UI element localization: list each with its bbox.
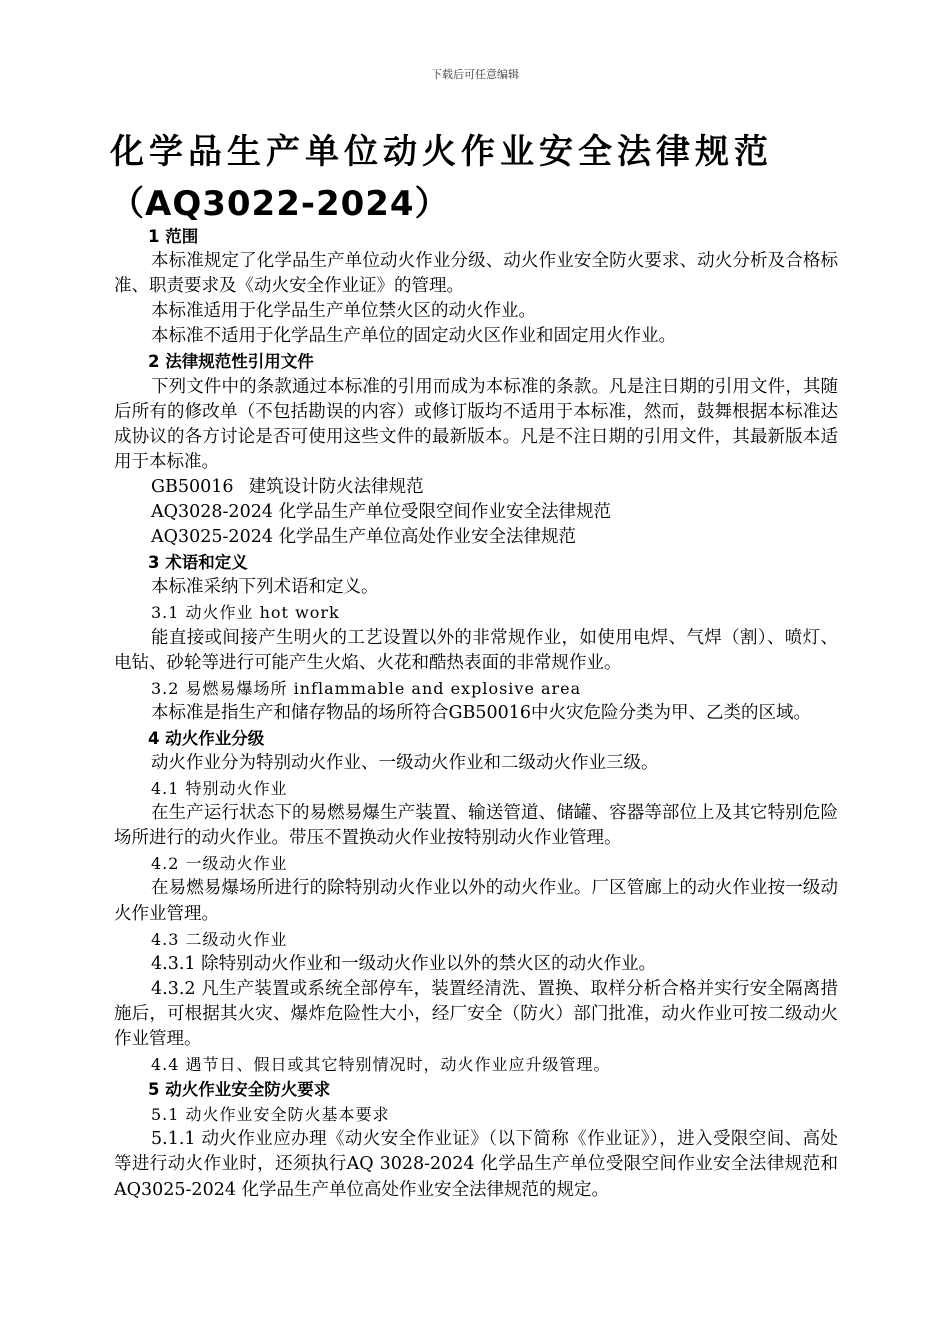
section-heading: 1 范围 [148,227,199,246]
section-heading: 5 动火作业安全防火要求 [148,1080,331,1100]
subsection-heading: 4.4 遇节日、假日或其它特别情况时，动火作业应升级管理。 [151,1055,611,1075]
paragraph: 能直接或间接产生明火的工艺设置以外的非常规作业，如使用电焊、气焊（割）、喷灯、电钻、砂轮等进行可能产生火焰、火花和酷热表面的非常规作业。 [114,627,838,673]
document-body [114,224,838,1203]
paragraph: 在生产运行状态下的易燃易爆生产装置、输送管道、储罐、容器等部位上及其它特别危险场所进行的动火作业。带压不置换动火作业按特别动火作业管理。 [114,803,838,849]
reference-code: AQ3028-2024 [151,502,273,523]
section-heading: 4 动火作业分级 [148,728,265,748]
section-heading: 2 法律规范性引用文件 [148,352,314,372]
reference-code: AQ3025-2024 [151,527,273,548]
paragraph: 5.1.1 动火作业应办理《动火安全作业证》（以下简称《作业证》），进入受限空间、高处等进行动火作业时，还须执行AQ 3028-2024 化学品生产单位受限空间作业安全法律规范和AQ3025-2024 化学品生产单位高处作业安全法律规范的规定。 [114,1129,838,1200]
reference-item [114,525,838,550]
subsection-heading: 3.2 易燃易爆场所 inflammable and explosive area [151,678,582,698]
reference-code: GB50016 [151,476,234,497]
reference-name: 建筑设计防火法律规范 [248,476,424,497]
paragraph: 本标准规定了化学品生产单位动火作业分级、动火作业安全防火要求、动火分析及合格标准、职责要求及《动火安全作业证》的管理。 [114,251,838,297]
title-line-1: 化学品生产单位动火作业安全法律规范 [110,132,773,172]
paragraph: 动火作业分为特别动火作业、一级动火作业和二级动火作业三级。 [151,752,659,773]
subsection-heading: 4.2 一级动火作业 [151,854,288,874]
reference-name: 化学品生产单位受限空间作业安全法律规范 [278,502,612,523]
paragraph: 本标准采纳下列术语和定义。 [151,577,379,598]
subsection-heading: 4.1 特别动火作业 [151,779,288,799]
subsection-heading: 3.1 动火作业 hot work [151,603,340,623]
subsection-heading: 5.1 动火作业安全防火基本要求 [151,1105,390,1125]
reference-item [114,500,838,525]
paragraph: 4.3.1 除特别动火作业和一级动火作业以外的禁火区的动火作业。 [151,953,657,974]
paragraph: 下列文件中的条款通过本标准的引用而成为本标准的条款。凡是注日期的引用文件，其随后所有的修改单（不包括勘误的内容）或修订版均不适用于本标准，然而，鼓舞根据本标准达成协议的各方讨论是否可使用这些文件的最新版本。凡是不注日期的引用文件，其最新版本适用于本标准。 [114,376,838,472]
header-note: 下载后可任意编辑 [431,68,519,81]
paragraph: 4.3.2 凡生产装置或系统全部停车，装置经清洗、置换、取样分析合格并实行安全隔离措施后，可根据其火灾、爆炸危险性大小，经厂安全（防火）部门批准，动火作业可按二级动火作业管理。 [114,978,838,1049]
section-heading: 3 术语和定义 [148,553,248,573]
paragraph: 本标准是指生产和储存物品的场所符合GB50016中火灾危险分类为甲、乙类的区域。 [151,702,812,723]
subsection-heading: 4.3 二级动火作业 [151,929,288,949]
paragraph: 本标准适用于化学品生产单位禁火区的动火作业。 [151,301,536,322]
document-title [110,126,850,230]
reference-item [114,475,838,500]
title-line-2: （AQ3022-2024） [110,184,450,224]
paragraph: 本标准不适用于化学品生产单位的固定动火区作业和固定用火作业。 [151,326,676,347]
reference-name: 化学品生产单位高处作业安全法律规范 [278,527,577,548]
paragraph: 在易燃易爆场所进行的除特别动火作业以外的动火作业。厂区管廊上的动火作业按一级动火作业管理。 [114,878,838,924]
